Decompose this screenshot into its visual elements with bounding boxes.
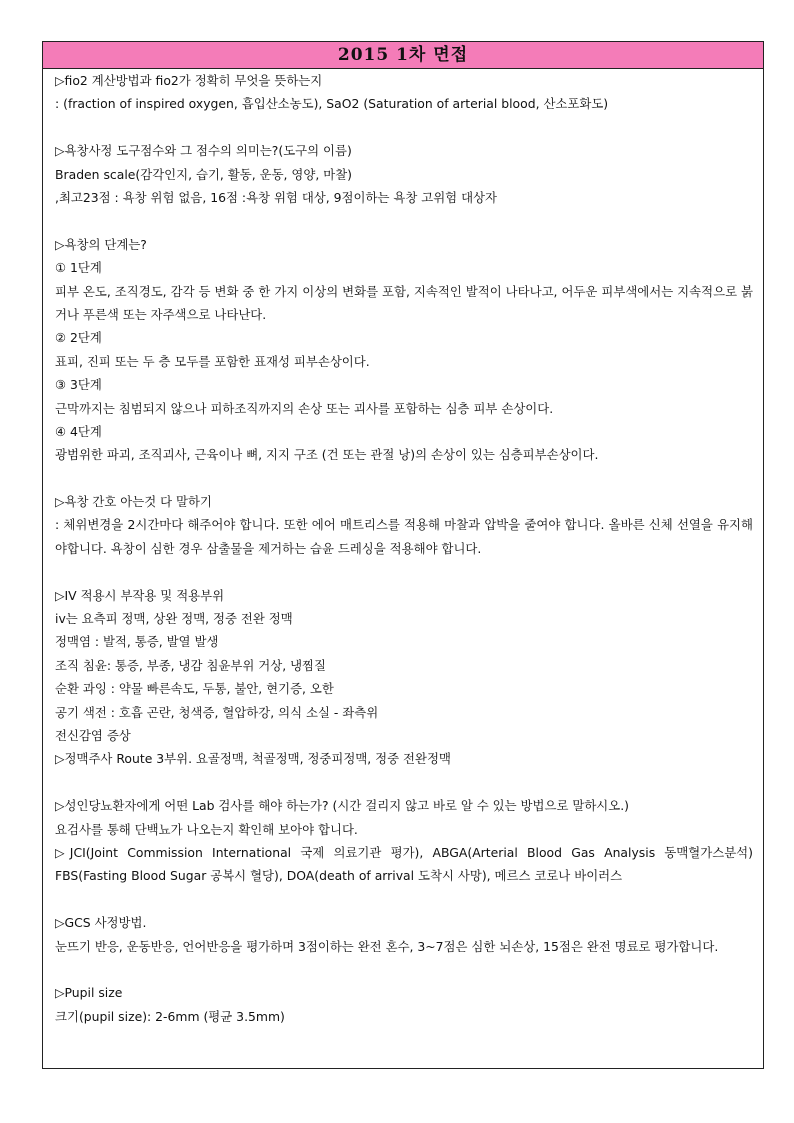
stage-3-text: 근막까지는 침범되지 않으나 피하조직까지의 손상 또는 괴사를 포함하는 심층 피부 손상이다. — [55, 400, 554, 416]
heading-iv: ▷IV 적용시 부작용 및 적용부위 — [55, 587, 225, 603]
iv-air-embolism: 공기 색전 : 호흡 곤란, 청색증, 혈압하강, 의식 소실 - 좌측위 — [55, 704, 379, 720]
spacer — [55, 771, 753, 794]
heading-pupil-size: ▷Pupil size — [55, 985, 123, 1001]
spacer — [55, 467, 753, 490]
answer-braden-scores: ,최고23점 : 욕창 위험 없음, 16점 :욕창 위험 대상, 9점이하는 욕창 고위험 대상자 — [55, 189, 497, 205]
iv-circulatory-overload: 순환 과잉 : 약물 빠른속도, 두통, 불안, 현기증, 오한 — [55, 681, 334, 697]
page-title: 2015 1차 면접 — [43, 42, 763, 69]
answer-braden-items: Braden scale(감각인지, 습기, 활동, 운동, 영양, 마찰) — [55, 166, 353, 182]
stage-2-label: ② 2단계 — [55, 330, 102, 346]
iv-systemic-infection: 전신감염 증상 — [55, 728, 131, 743]
document-body — [43, 69, 763, 1028]
stage-4-label: ④ 4단계 — [55, 423, 102, 439]
spacer — [55, 560, 753, 583]
answer-pupil-size: 크기(pupil size): 2-6mm (평균 3.5mm) — [55, 1008, 285, 1024]
stage-3-label: ③ 3단계 — [55, 377, 102, 393]
heading-pressure-ulcer-stages: ▷욕창의 단계는? — [55, 236, 147, 252]
heading-fio2: ▷fio2 계산방법과 fio2가 정확히 무엇을 뜻하는지 — [55, 73, 323, 88]
answer-diabetes-lab: 요검사를 통해 단백뇨가 나오는지 확인해 보아야 합니다. — [55, 821, 358, 837]
abbreviations-text: ▷JCI(Joint Commission International 국제 의료기관 평가), ABGA(Arterial Blood Gas Analysis 동맥혈가스분석) FBS(Fasting Blood Sugar 공복시 혈당), DOA(death of arrival 도착시 사망), 메르스 코로나 바이러스 — [55, 844, 753, 884]
document-box — [42, 41, 764, 1069]
spacer — [55, 958, 753, 981]
iv-phlebitis: 정맥염 : 발적, 통증, 발열 발생 — [55, 634, 219, 650]
heading-braden: ▷욕창사정 도구점수와 그 점수의 의미는?(도구의 이름) — [55, 143, 352, 159]
stage-4-text: 광범위한 파괴, 조직괴사, 근육이나 뼈, 지지 구조 (건 또는 관절 낭)의 손상이 있는 심층피부손상이다. — [55, 447, 599, 463]
iv-infiltration: 조직 침윤: 통증, 부종, 냉감 침윤부위 거상, 냉찜질 — [55, 657, 326, 673]
answer-fio2: : (fraction of inspired oxygen, 흡입산소농도), SaO2 (Saturation of arterial blood, 산소포화도) — [55, 96, 609, 112]
heading-gcs: ▷GCS 사정방법. — [55, 915, 147, 931]
stage-1-label: ① 1단계 — [55, 260, 102, 276]
spacer — [55, 116, 753, 139]
stage-2-text: 표피, 진피 또는 두 층 모두를 포함한 표재성 피부손상이다. — [55, 353, 370, 369]
heading-diabetes-lab: ▷성인당뇨환자에게 어떤 Lab 검사를 해야 하는가? (시간 걸리지 않고 바로 알 수 있는 방법으로 말하시오.) — [55, 798, 630, 814]
iv-sites: iv는 요측피 정맥, 상완 정맥, 정중 전완 정맥 — [55, 611, 293, 627]
stage-1-text: 피부 온도, 조직경도, 감각 등 변화 중 한 가지 이상의 변화를 포함, 지속적인 발적이 나타나고, 어두운 피부색에서는 지속적으로 붉거나 푸른색 또는 자주색으로 나타난다. — [55, 283, 753, 322]
spacer — [55, 888, 753, 911]
spacer — [55, 209, 753, 232]
answer-gcs: 눈뜨기 반응, 운동반응, 언어반응을 평가하며 3점이하는 완전 혼수, 3~7점은 심한 뇌손상, 15점은 완전 명료로 평가합니다. — [55, 938, 719, 954]
answer-ulcer-care: : 체위변경을 2시간마다 해주어야 합니다. 또한 에어 매트리스를 적용해 마찰과 압박을 줄여야 합니다. 올바른 신체 선열을 유지해야합니다. 욕창이 심한 경우 삼출물을 제거하는 습윤 드레싱을 적용해야 합니다. — [55, 517, 753, 556]
heading-ulcer-care: ▷욕창 간호 아는것 다 말하기 — [55, 494, 212, 510]
heading-iv-route: ▷정맥주사 Route 3부위. 요골정맥, 척골정맥, 정중피정맥, 정중 전완정맥 — [55, 751, 451, 767]
